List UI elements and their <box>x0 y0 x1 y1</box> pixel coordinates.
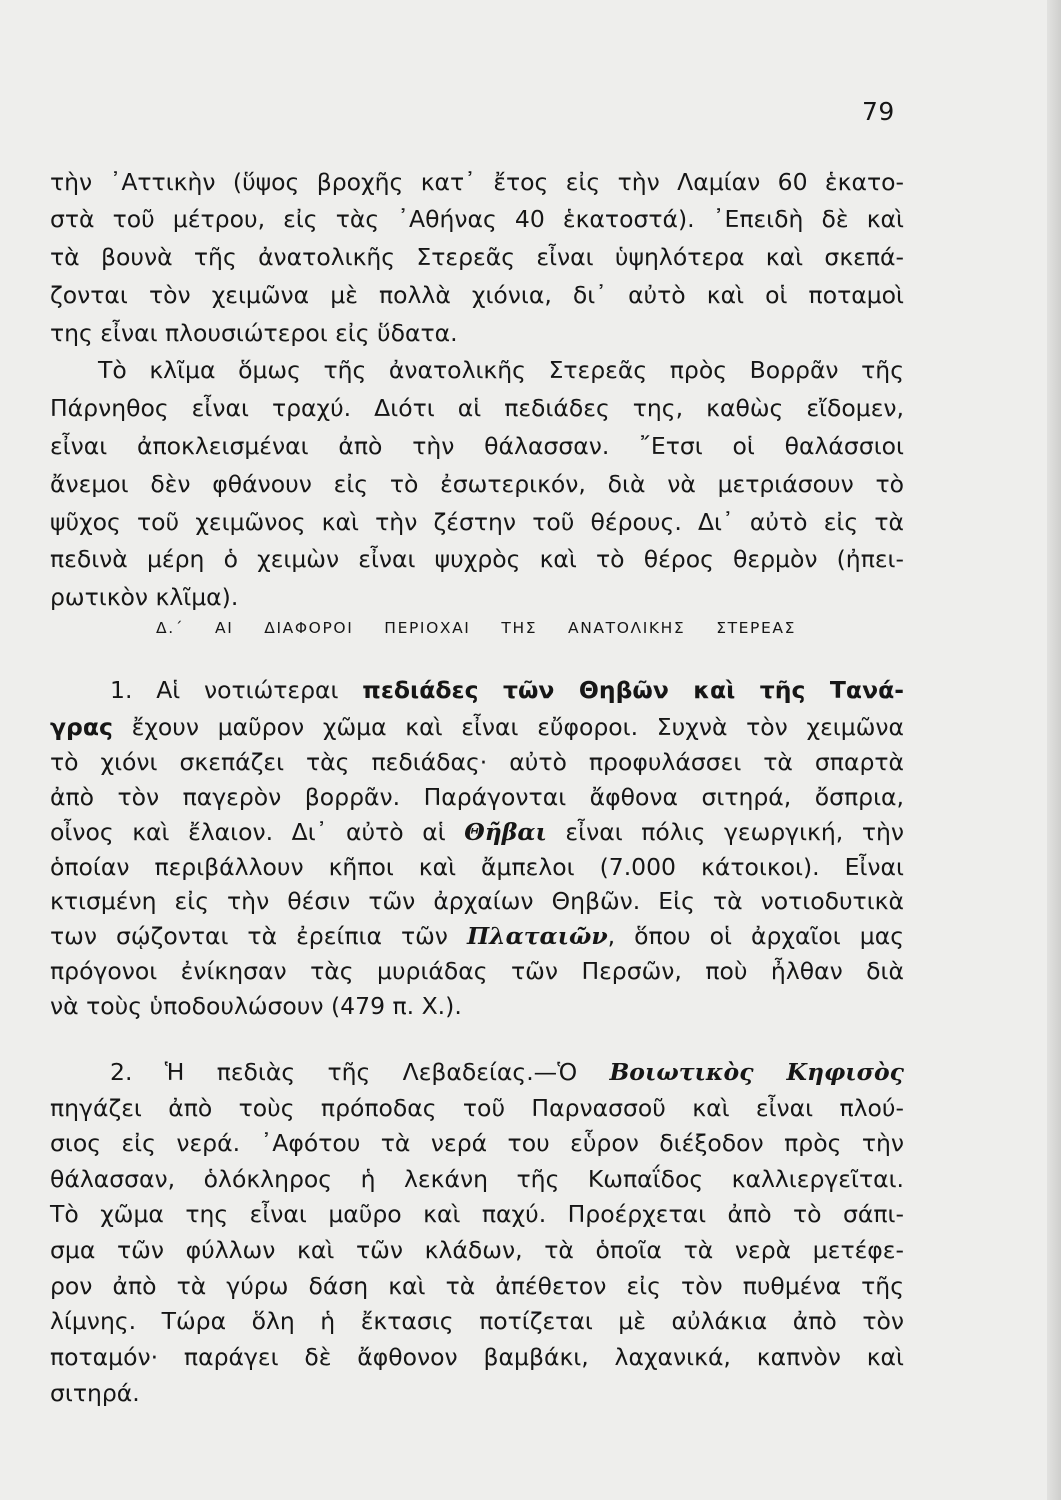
text-span: ἔχουν μαῦρον χῶμα καὶ εἶναι εὔφοροι. Συχνὰ τὸν χειμῶνα <box>112 713 904 741</box>
text-span: , ὅπου οἱ ἀρχαῖοι μας <box>607 922 904 950</box>
text-span: εἶναι πόλις γεωργική, τὴν <box>546 818 905 846</box>
section-heading: Δ.΄ ΑΙ ΔΙΑΦΟΡΟΙ ΠΕΡΙΟΧΑΙ ΤΗΣ ΑΝΑΤΟΛΙΚΗΣ ΣΤΕΡΕΑΣ <box>156 619 796 637</box>
text-line: ζονται τὸν χειμῶνα μὲ πολλὰ χιόνια, δι᾿ αὐτὸ καὶ οἱ ποταμοὶ <box>50 281 904 309</box>
place-thebes: Θῆβαι <box>464 818 547 846</box>
text-line: σιτηρά. <box>50 1379 140 1407</box>
text-line: Τὸ χῶμα της εἶναι μαῦρο καὶ παχύ. Προέρχεται ἀπὸ τὸ σάπι- <box>50 1200 904 1228</box>
text-span: των σῴζονται τὰ ἐρείπια τῶν <box>50 922 467 950</box>
text-line: στὰ τοῦ μέτρου, εἰς τὰς ᾿Αθήνας 40 ἑκατοστά). ᾿Επειδὴ δὲ καὶ <box>50 205 904 233</box>
text-line: ρον ἀπὸ τὰ γύρω δάση καὶ τὰ ἀπέθετον εἰς τὸν πυθμένα τῆς <box>50 1272 904 1300</box>
section-1-title-cont: γρας <box>50 713 113 741</box>
text-line: πεδινὰ μέρη ὁ χειμὼν εἶναι ψυχρὸς καὶ τὸ θέρος θερμὸν (ἠπει- <box>50 545 904 573</box>
text-line: τὰ βουνὰ τῆς ἀνατολικῆς Στερεᾶς εἶναι ὑψηλότερα καὶ σκεπά- <box>50 243 904 271</box>
section-1-number: 1. <box>110 676 133 704</box>
text-line <box>50 712 904 744</box>
text-line: ἀπὸ τὸν παγερὸν βορρᾶν. Παράγονται ἄφθονα σιτηρά, ὄσπρια, <box>50 783 904 811</box>
text-line: λίμνης. Τώρα ὅλη ἡ ἔκτασις ποτίζεται μὲ αὐλάκια ἀπὸ τὸν <box>50 1307 904 1335</box>
text-line: εἶναι ἀποκλεισμέναι ἀπὸ τὴν θάλασσαν. ῎Ετσι οἱ θαλάσσιοι <box>50 432 904 460</box>
section-1-title: πεδιάδες τῶν Θηβῶν καὶ τῆς Τανά- <box>362 676 904 704</box>
text-line: σμα τῶν φύλλων καὶ τῶν κλάδων, τὰ ὁποῖα τὰ νερὰ μετέφε- <box>50 1236 904 1264</box>
text-line: πηγάζει ἀπὸ τοὺς πρόποδας τοῦ Παρνασσοῦ καὶ εἶναι πλού- <box>50 1094 904 1122</box>
text-line: τὴν ᾿Αττικὴν (ὕψος βροχῆς κατ᾿ ἔτος εἰς τὴν Λαμίαν 60 ἑκατο- <box>50 168 904 196</box>
text-span: Ὁ <box>557 1058 610 1086</box>
text-line: της εἶναι πλουσιώτεροι εἰς ὕδατα. <box>50 319 458 347</box>
text-line: σιος εἰς νερά. ᾿Αφότου τὰ νερά του εὗρον διέξοδον πρὸς τὴν <box>50 1129 904 1157</box>
text-line: πρόγονοι ἐνίκησαν τὰς μυριάδας τῶν Περσῶν, ποὺ ἦλθαν διὰ <box>50 957 904 985</box>
text-line: ψῦχος τοῦ χειμῶνος καὶ τὴν ζέστην τοῦ θέρους. Δι᾿ αὐτὸ εἰς τὰ <box>50 508 904 536</box>
page-number: 79 <box>862 97 895 126</box>
text-line: Τὸ κλῖμα ὅμως τῆς ἀνατολικῆς Στερεᾶς πρὸς Βορρᾶν τῆς <box>98 356 904 384</box>
section-2-number: 2. <box>110 1058 133 1086</box>
text-line: θάλασσαν, ὁλόκληρος ἡ λεκάνη τῆς Κωπαΐδος καλλιεργεῖται. <box>50 1165 904 1193</box>
text-line: ποταμόν· παράγει δὲ ἄφθονον βαμβάκι, λαχανικά, καπνὸν καὶ <box>50 1343 904 1371</box>
text-line: ρωτικὸν κλῖμα). <box>50 583 239 611</box>
section-1-title-line <box>110 675 904 707</box>
page-edge <box>1047 0 1061 1500</box>
place-plataea: Πλαταιῶν <box>466 922 608 950</box>
text-line <box>50 817 904 849</box>
text-line: κτισμένη εἰς τὴν θέσιν τῶν ἀρχαίων Θηβῶν. Εἰς τὰ νοτιοδυτικὰ <box>50 887 904 915</box>
text-line <box>50 921 904 953</box>
river-name: Βοιωτικὸς Κηφισὸς <box>609 1058 904 1086</box>
text-line: Πάρνηθος εἶναι τραχύ. Διότι αἱ πεδιάδες της, καθὼς εἴδομεν, <box>50 394 904 422</box>
text-line: νὰ τοὺς ὑποδουλώσουν (479 π. Χ.). <box>50 992 462 1020</box>
text-span: οἶνος καὶ ἔλαιον. Δι᾿ αὐτὸ αἱ <box>50 818 465 846</box>
section-2-title: Ἡ πεδιὰς τῆς Λεβαδείας.— <box>164 1058 558 1086</box>
section-1-intro: Αἱ νοτιώτεραι <box>156 676 339 704</box>
text-line: ὁποίαν περιβάλλουν κῆποι καὶ ἄμπελοι (7.000 κάτοικοι). Εἶναι <box>50 853 904 881</box>
text-line: τὸ χιόνι σκεπάζει τὰς πεδιάδας· αὐτὸ προφυλάσσει τὰ σπαρτὰ <box>50 748 904 776</box>
section-2-title-line <box>110 1057 904 1089</box>
text-line: ἄνεμοι δὲν φθάνουν εἰς τὸ ἐσωτερικόν, διὰ νὰ μετριάσουν τὸ <box>50 470 904 498</box>
